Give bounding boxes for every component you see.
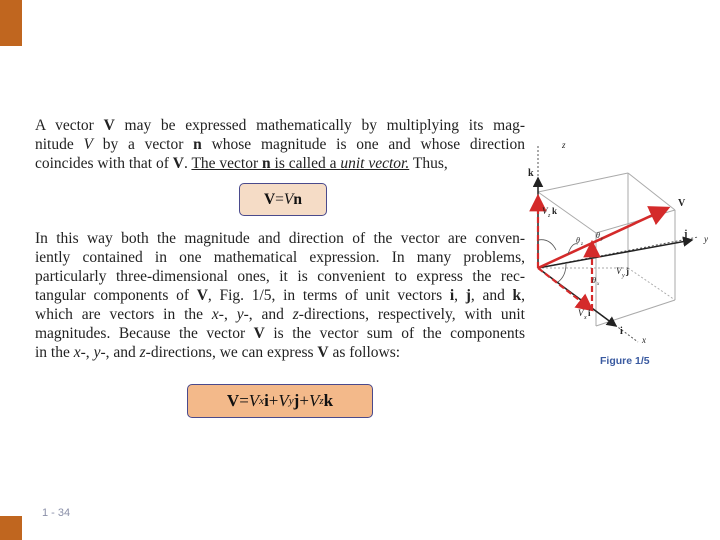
figure-1-5-diagram: [528, 130, 720, 380]
label-vector-v: V: [678, 198, 686, 209]
equation-vector-components: V = V x i + V y j + V z k: [187, 384, 373, 418]
equation-v-equals-vn: V = V n: [239, 183, 327, 216]
page-number: 1 - 34: [42, 507, 71, 519]
label-vy-j: j: [626, 266, 629, 276]
label-z-axis: z: [562, 140, 566, 150]
angle-arc-theta-z: [538, 240, 556, 250]
label-x-axis: x: [642, 335, 646, 345]
label-vz-k: k: [552, 206, 558, 216]
label-unit-i: i: [620, 326, 623, 337]
label-unit-k: k: [528, 168, 534, 179]
label-vy: V: [616, 266, 622, 276]
label-vx-i: i: [588, 308, 591, 318]
label-theta-z: θ: [576, 236, 580, 245]
figure-caption: Figure 1/5: [600, 355, 650, 367]
unit-vector-definition: The vector n is called a unit vector.: [191, 155, 410, 172]
label-theta-x-sub: x: [597, 282, 600, 287]
label-vy-sub: y: [622, 273, 625, 279]
unit-vector-j-arrow: [538, 240, 692, 268]
label-vx: V: [578, 308, 584, 318]
label-theta-z-sub: z: [581, 242, 583, 247]
angle-arc-theta-x: [558, 264, 566, 282]
label-y-axis: y: [704, 234, 708, 244]
label-vz: V: [542, 206, 548, 216]
label-unit-j: j: [684, 229, 688, 240]
accent-bar-bottom: [0, 516, 22, 540]
label-vz-sub: z: [548, 213, 551, 219]
label-theta-y: θ: [596, 231, 600, 240]
label-theta-y-sub: y: [601, 237, 604, 242]
label-theta-x: θ: [592, 276, 596, 285]
paragraph-components: In this way both the magnitude and direction of the vector are conven- iently contained in one mathematical expression. In many problems, particularly three-dimensional ones, it is convenient to express the rec- tangular components of V, Fig. 1/5, in terms of unit vectors i, j, and k, which are vectors in the x-, y-, and z-directions, respectively, with unit magnitudes. Because the vector V is the vector sum of the components in the x-, y-, and z-directions, we can express V as follows:: [35, 230, 526, 361]
label-vx-sub: x: [584, 315, 587, 321]
bounding-box-edges: [538, 173, 675, 326]
paragraph-unit-vector: A vector V may be expressed mathematically by multiplying its mag- nitude V by a vector n whose magnitude is one and whose direction coincides with that of V. The vector n is called a unit vector. Thus,: [35, 117, 526, 172]
accent-bar-top: [0, 0, 22, 46]
